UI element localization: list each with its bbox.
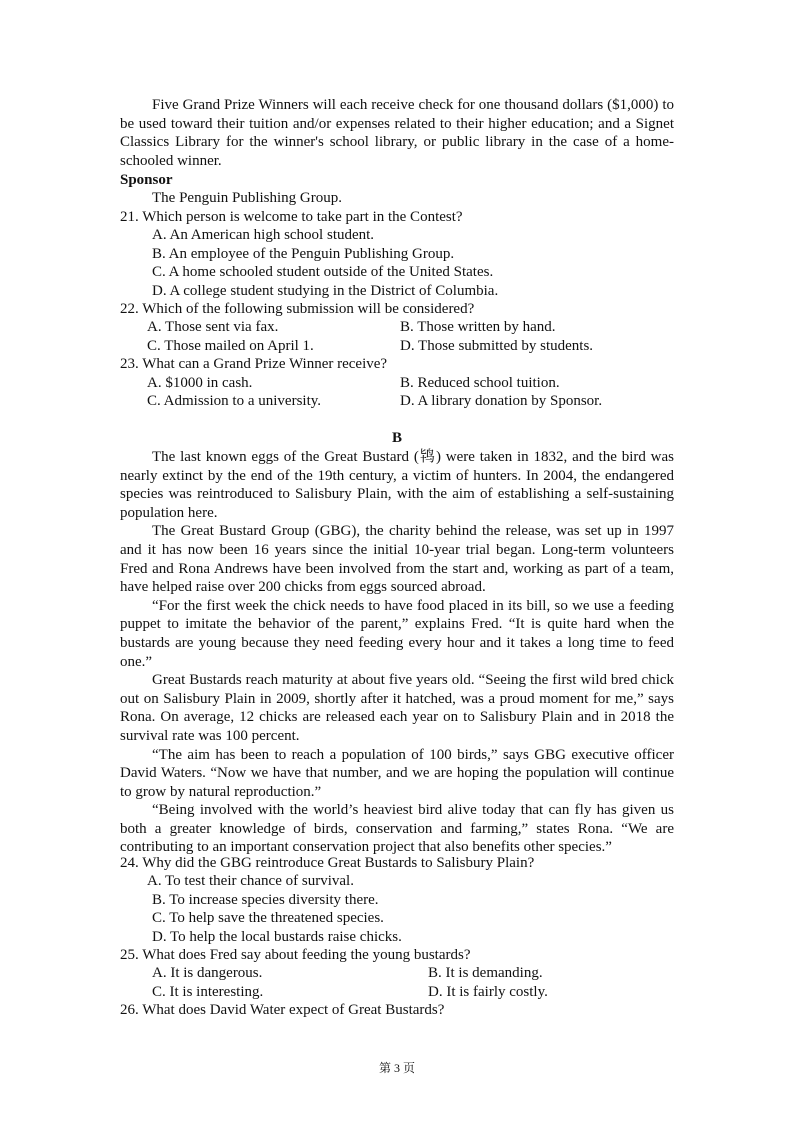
passage-b-paragraph-4: Great Bustards reach maturity at about five years old. “Seeing the first wild bred chick out on Salisbury Plain in 2009, shortly after it hatched, was a proud moment for me,” says Rona. On average, 12 chicks are released each year on to Salisbury Plain and in 2018 the survival rate was 100 percent. — [120, 672, 674, 744]
question-25-stem: 25. What does Fred say about feeding the young bustards? — [120, 947, 471, 963]
q25-option-a: A. It is dangerous. — [152, 965, 263, 981]
question-24-stem: 24. Why did the GBG reintroduce Great Bustards to Salisbury Plain? — [120, 855, 535, 871]
passage-b-paragraph-6: “Being involved with the world’s heaviest bird alive today that can fly has given us both a greater knowledge of birds, conservation and farming,” states Rona. “We are contributing to an important conservation project that also benefits other species.” — [120, 802, 674, 856]
question-22-stem: 22. Which of the following submission will be considered? — [120, 301, 475, 317]
q22-option-b: B. Those written by hand. — [400, 319, 556, 335]
q24-option-d: D. To help the local bustards raise chicks. — [152, 929, 402, 945]
q23-option-b: B. Reduced school tuition. — [400, 375, 560, 391]
page-number: 第 3 页 — [378, 1061, 415, 1075]
q21-option-b: B. An employee of the Penguin Publishing Group. — [152, 246, 455, 262]
passage-b-paragraph-1: The last known eggs of the Great Bustard (鸨) were taken in 1832, and the bird was nearly extinct by the end of the 19th century, a victim of hunters. In 2004, the endangered species was reintroduced to Salisbury Plain, with the aim of establishing a self-sustaining population here. — [120, 449, 674, 521]
q21-option-c: C. A home schooled student outside of the United States. — [152, 264, 494, 280]
q24-option-a: A. To test their chance of survival. — [147, 873, 354, 889]
q22-option-c: C. Those mailed on April 1. — [147, 338, 314, 354]
q25-option-c: C. It is interesting. — [152, 984, 264, 1000]
q24-option-b: B. To increase species diversity there. — [152, 892, 379, 908]
q23-option-d: D. A library donation by Sponsor. — [400, 393, 603, 409]
passage-b-paragraph-5: “The aim has been to reach a population of 100 birds,” says GBG executive officer David Waters. “Now we have that number, and we are hoping the population will continue to grow by natural reproduction.” — [120, 746, 674, 800]
question-23-stem: 23. What can a Grand Prize Winner receive? — [120, 356, 388, 372]
q25-option-d: D. It is fairly costly. — [428, 984, 548, 1000]
q25-option-b: B. It is demanding. — [428, 965, 543, 981]
sponsor-text: The Penguin Publishing Group. — [152, 190, 342, 206]
question-26-stem: 26. What does David Water expect of Great Bustards? — [120, 1002, 445, 1018]
q23-option-a: A. $1000 in cash. — [147, 375, 253, 391]
passage-a — [120, 96, 674, 170]
passage-b-paragraph-3: “For the first week the chick needs to have food placed in its bill, so we use a feeding puppet to imitate the behavior of the parent,” explains Fred. “It is quite hard when the bustards are young because they need feeding every hour and it takes a long time to feed one.” — [120, 597, 674, 670]
q22-option-a: A. Those sent via fax. — [147, 319, 279, 335]
prize-paragraph: Five Grand Prize Winners will each receive check for one thousand dollars ($1,000) to be used toward their tuition and/or expenses related to their higher education; and a Signet Classics Library for the winner's school library, or public library in the case of a home-schooled winner. — [120, 97, 674, 169]
q23-option-c: C. Admission to a university. — [147, 393, 322, 409]
q22-option-d: D. Those submitted by students. — [400, 338, 594, 354]
q21-option-d: D. A college student studying in the District of Columbia. — [152, 283, 499, 299]
passage-b-paragraph-2: The Great Bustard Group (GBG), the charity behind the release, was set up in 1997 and it has now been 16 years since the initial 10-year trial began. Long-term volunteers Fred and Rona Andrews have been involved from the start and, working as part of a team, have helped raise over 200 chicks from eggs sourced abroad. — [120, 523, 674, 596]
sponsor-heading: Sponsor — [120, 172, 173, 188]
q21-option-a: A. An American high school student. — [152, 227, 375, 243]
question-21-stem: 21. Which person is welcome to take part in the Contest? — [120, 209, 463, 225]
q24-option-c: C. To help save the threatened species. — [152, 910, 384, 926]
section-b-heading: B — [391, 430, 402, 446]
passage-b — [120, 448, 674, 857]
